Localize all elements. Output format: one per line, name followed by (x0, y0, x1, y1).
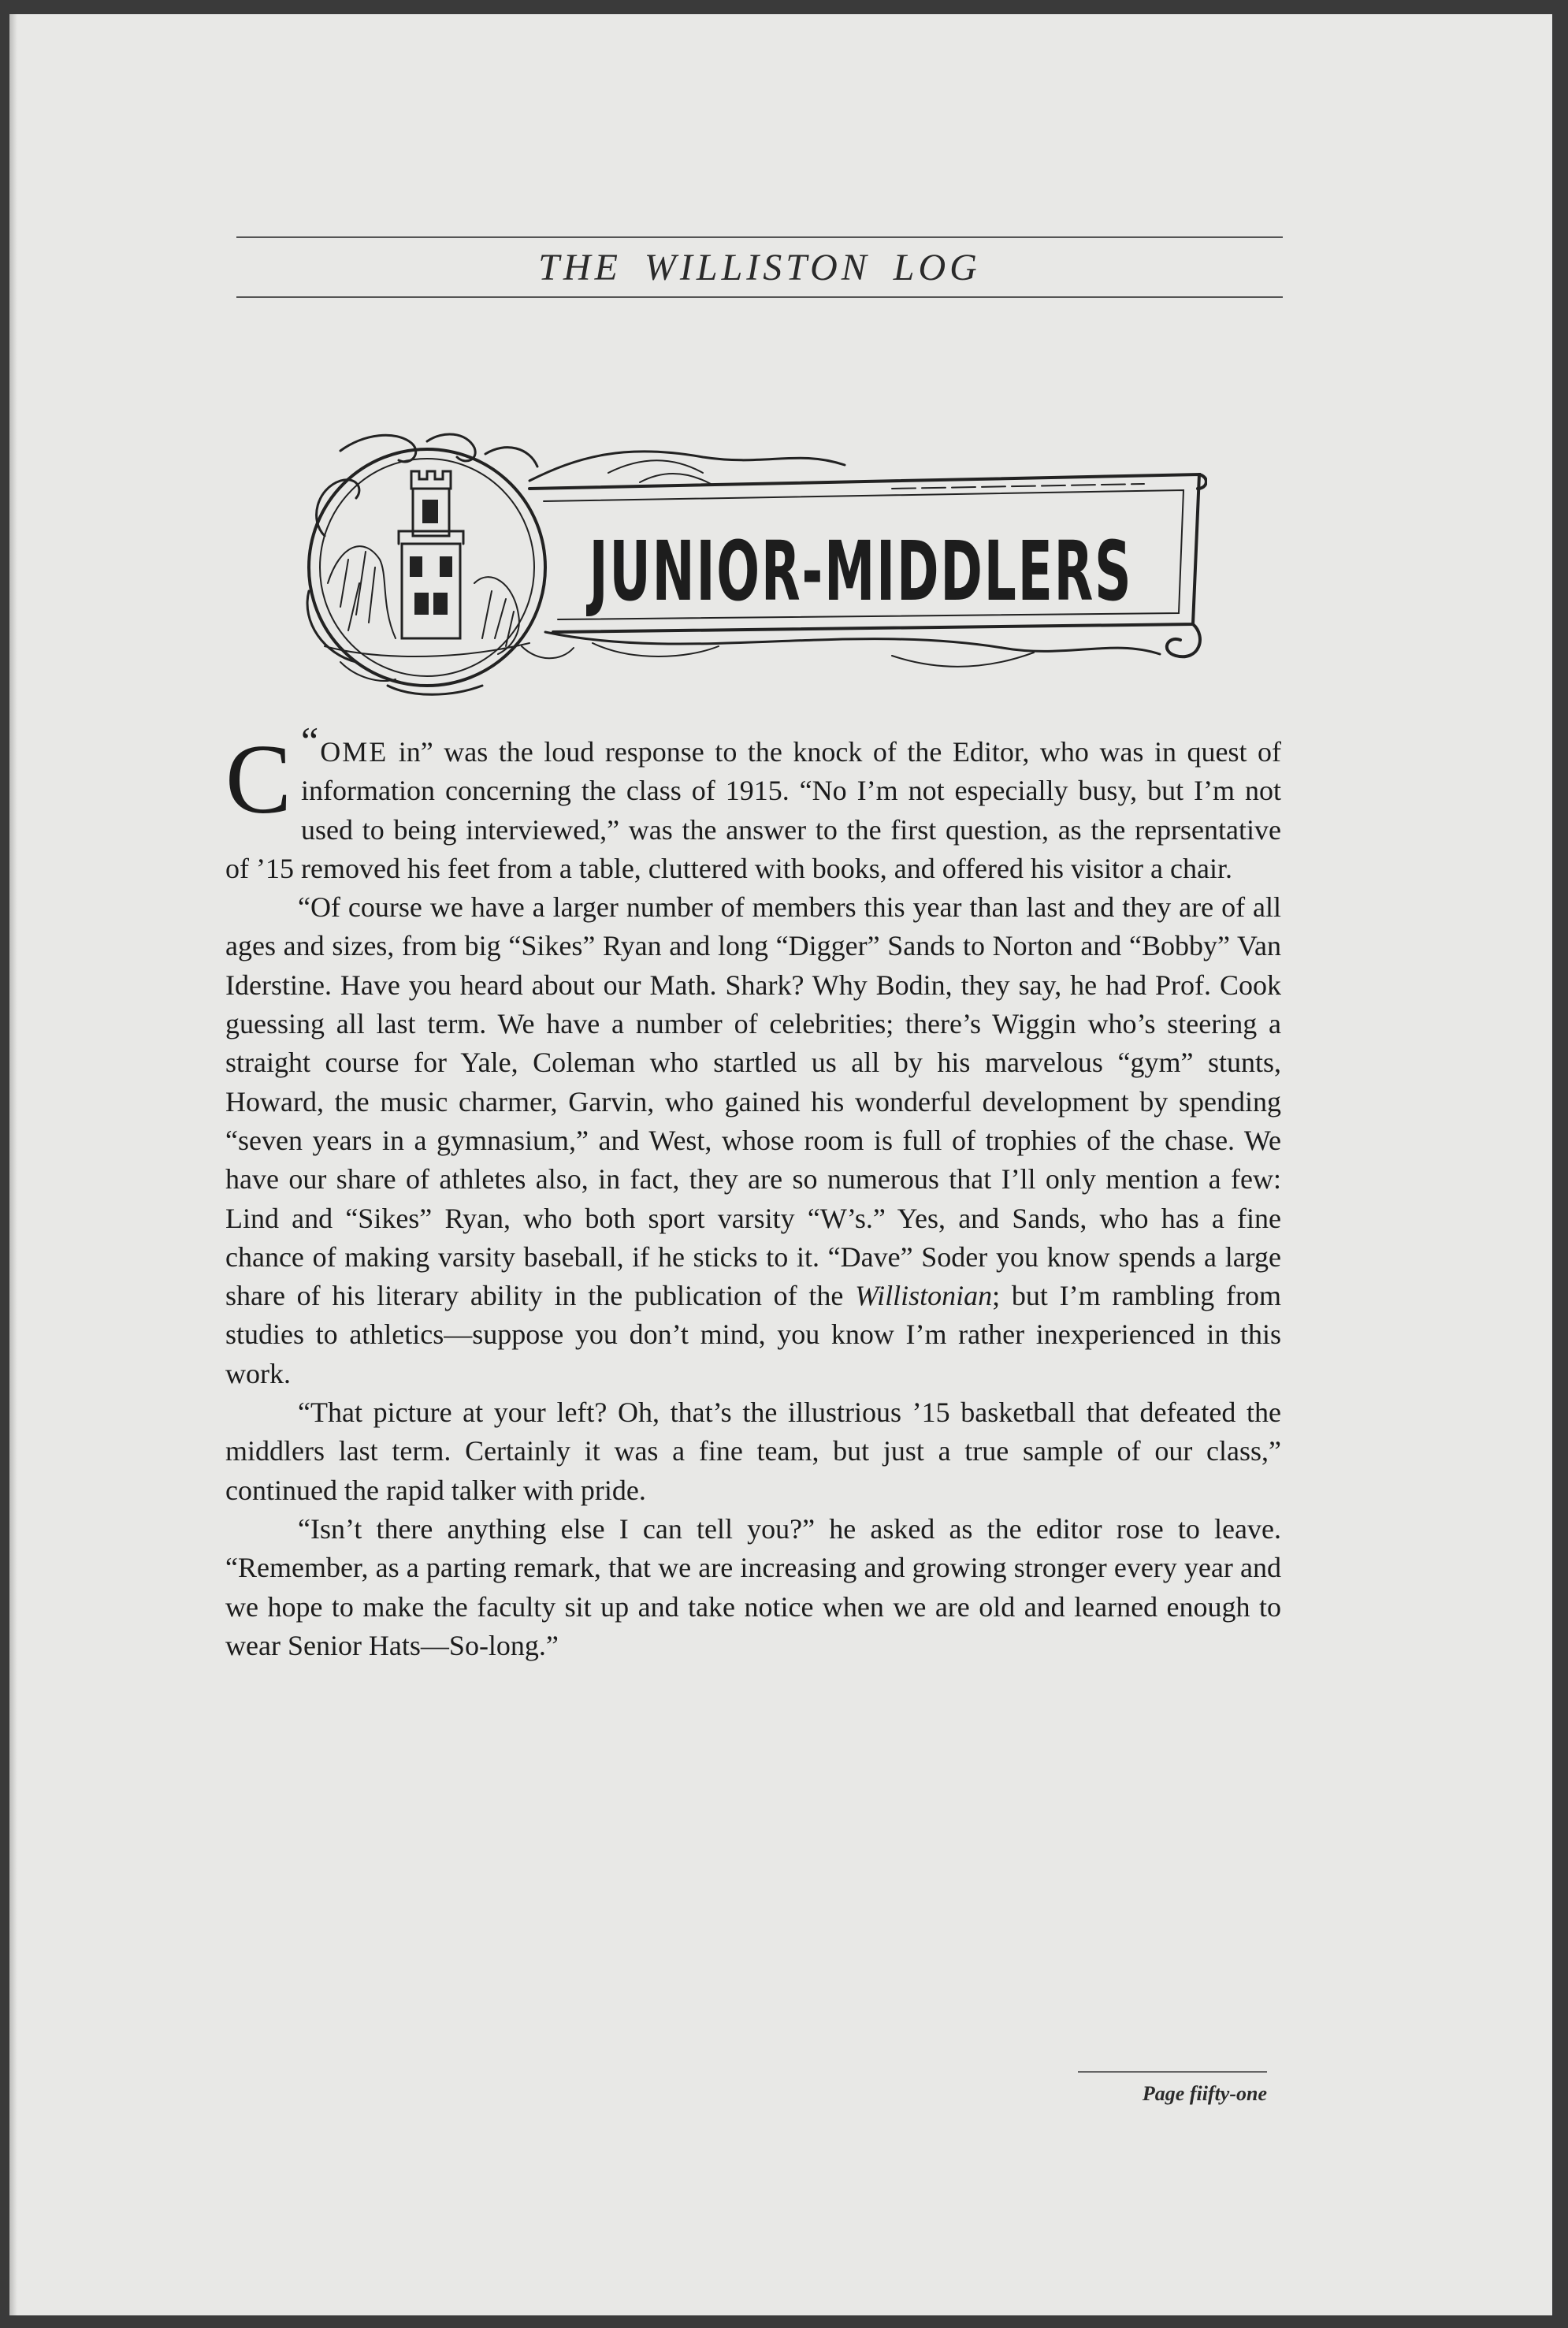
footer-rule (1078, 2071, 1267, 2073)
paragraph-3 (225, 1393, 1281, 1510)
header-rule-top (236, 236, 1283, 238)
page-number: Page fiifty-one (1142, 2082, 1267, 2105)
header-rule-bottom (236, 296, 1283, 298)
paragraph-4-text: “Isn’t there anything else I can tell you?” he asked as the editor rose to leave. “Remember, as a parting remark, that we are increasing and growing stronger every year and we hope to make the faculty sit up and take notice when we are old and learned enough to wear Senior Hats—So-long.” (225, 1512, 1281, 1661)
lead-caps: OME (320, 736, 388, 768)
drop-cap: C (225, 725, 292, 835)
running-header (236, 221, 1283, 306)
paragraph-1-text: in” was the loud response to the knock of the Editor, who was in quest of information concerning the class of 1915. “No I’m not especially busy, but I’m not used to being interviewed,” was the answer to the first question, as the reprsentative of ’15 removed his feet from a table, cluttered with books, and offered his visitor a chair. (225, 736, 1281, 884)
page-footer (1078, 2071, 1267, 2106)
paragraph-3-text: “That picture at your left? Oh, that’s the illustrious ’15 basketball that defeated the middlers last term. Certainly it was a fine team, but just a true sample of our class,” continued the rapid talker with pride. (225, 1396, 1281, 1506)
paragraph-2 (225, 888, 1281, 1393)
publication-title: THE WILLISTON LOG (538, 247, 981, 288)
section-banner (293, 426, 1207, 705)
paragraph-1 (225, 719, 1281, 888)
section-title: JUNIOR-MIDDLERS (589, 523, 1133, 619)
paragraph-4 (225, 1510, 1281, 1665)
publication-name: Willistonian (855, 1280, 993, 1312)
opening-quote: “ (301, 719, 319, 763)
article-body (225, 719, 1282, 1665)
page-spine-shadow (9, 14, 17, 2315)
paragraph-2-text: “Of course we have a larger number of members this year than last and they are of all ages and sizes, from big “Sikes” Ryan and long “Digger” Sands to Norton and “Bobby” Van Iderstine. Have you heard about our Math. Shark? Why Bodin, they say, he had Prof. Cook guessing all last term. We have a number of celebrities; there’s Wiggin who’s steering a straight course for Yale, Coleman who startled us all by his marvelous “gym” stunts, Howard, the music charmer, Garvin, who gained his wonderful development by spending “seven years in a gymnasium,” and West, whose room is full of trophies of the chase. We have our share of athletes also, in fact, they are so numerous that I’ll only mention a few: Lind and “Sikes” Ryan, who both sport varsity “W’s.” Yes, and Sands, who has a fine chance of making varsity baseball, if he sticks to it. “Dave” Soder you know spends a large share of his literary ability in the publication of the (225, 891, 1281, 1312)
page (9, 14, 1552, 2315)
paragraph-2-tail: ; but I’m rambling from studies to athletics—suppose you don’t mind, you know I’m rather inexperienced in this work. (225, 1280, 1282, 1389)
